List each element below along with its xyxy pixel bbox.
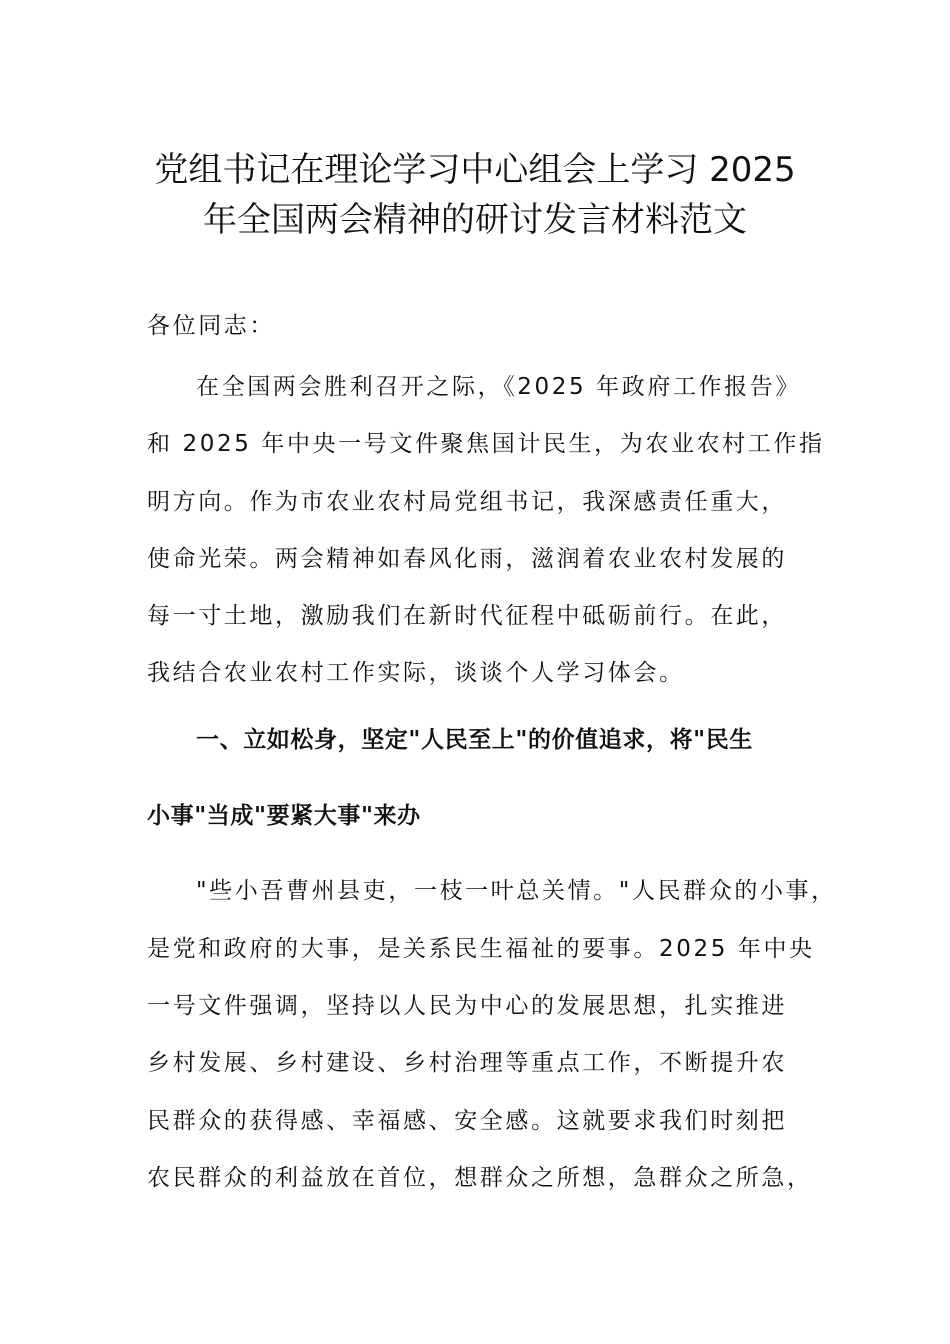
paragraph-1-line: 和 2025 年中央一号文件聚焦国计民生，为农业农村工作指: [147, 431, 825, 457]
paragraph-1-line: 我结合农业农村工作实际，谈谈个人学习体会。: [147, 660, 685, 686]
paragraph-1-line: 每一寸土地，激励我们在新时代征程中砥砺前行。在此，: [147, 603, 787, 629]
paragraph-2-line: 是党和政府的大事，是关系民生福祉的要事。2025 年中央: [147, 936, 815, 962]
paragraph-1-line: 在全国两会胜利召开之际，《2025 年政府工作报告》: [196, 374, 801, 400]
paragraph-2-line: 乡村发展、乡村建设、乡村治理等重点工作，不断提升农: [147, 1050, 787, 1076]
salutation: 各位同志：: [147, 313, 275, 339]
paragraph-1-line: 明方向。作为市农业农村局党组书记，我深感责任重大，: [147, 489, 787, 515]
paragraph-2-line: 民群众的获得感、幸福感、安全感。这就要求我们时刻把: [147, 1108, 787, 1134]
section-heading-line: 小事"当成"要紧大事"来办: [147, 803, 421, 829]
section-heading-line: 一、立如松身，坚定"人民至上"的价值追求，将"民生: [196, 727, 753, 753]
document-title-line-1: 党组书记在理论学习中心组会上学习 2025: [154, 150, 796, 190]
paragraph-2-line: 农民群众的利益放在首位，想群众之所想，急群众之所急，: [147, 1165, 813, 1191]
document-title-line-2: 年全国两会精神的研讨发言材料范文: [203, 200, 747, 240]
paragraph-2-line: "些小吾曹州县吏，一枝一叶总关情。"人民群众的小事，: [196, 878, 837, 904]
paragraph-2-line: 一号文件强调，坚持以人民为中心的发展思想，扎实推进: [147, 993, 787, 1019]
paragraph-1-line: 使命光荣。两会精神如春风化雨，滋润着农业农村发展的: [147, 546, 787, 572]
